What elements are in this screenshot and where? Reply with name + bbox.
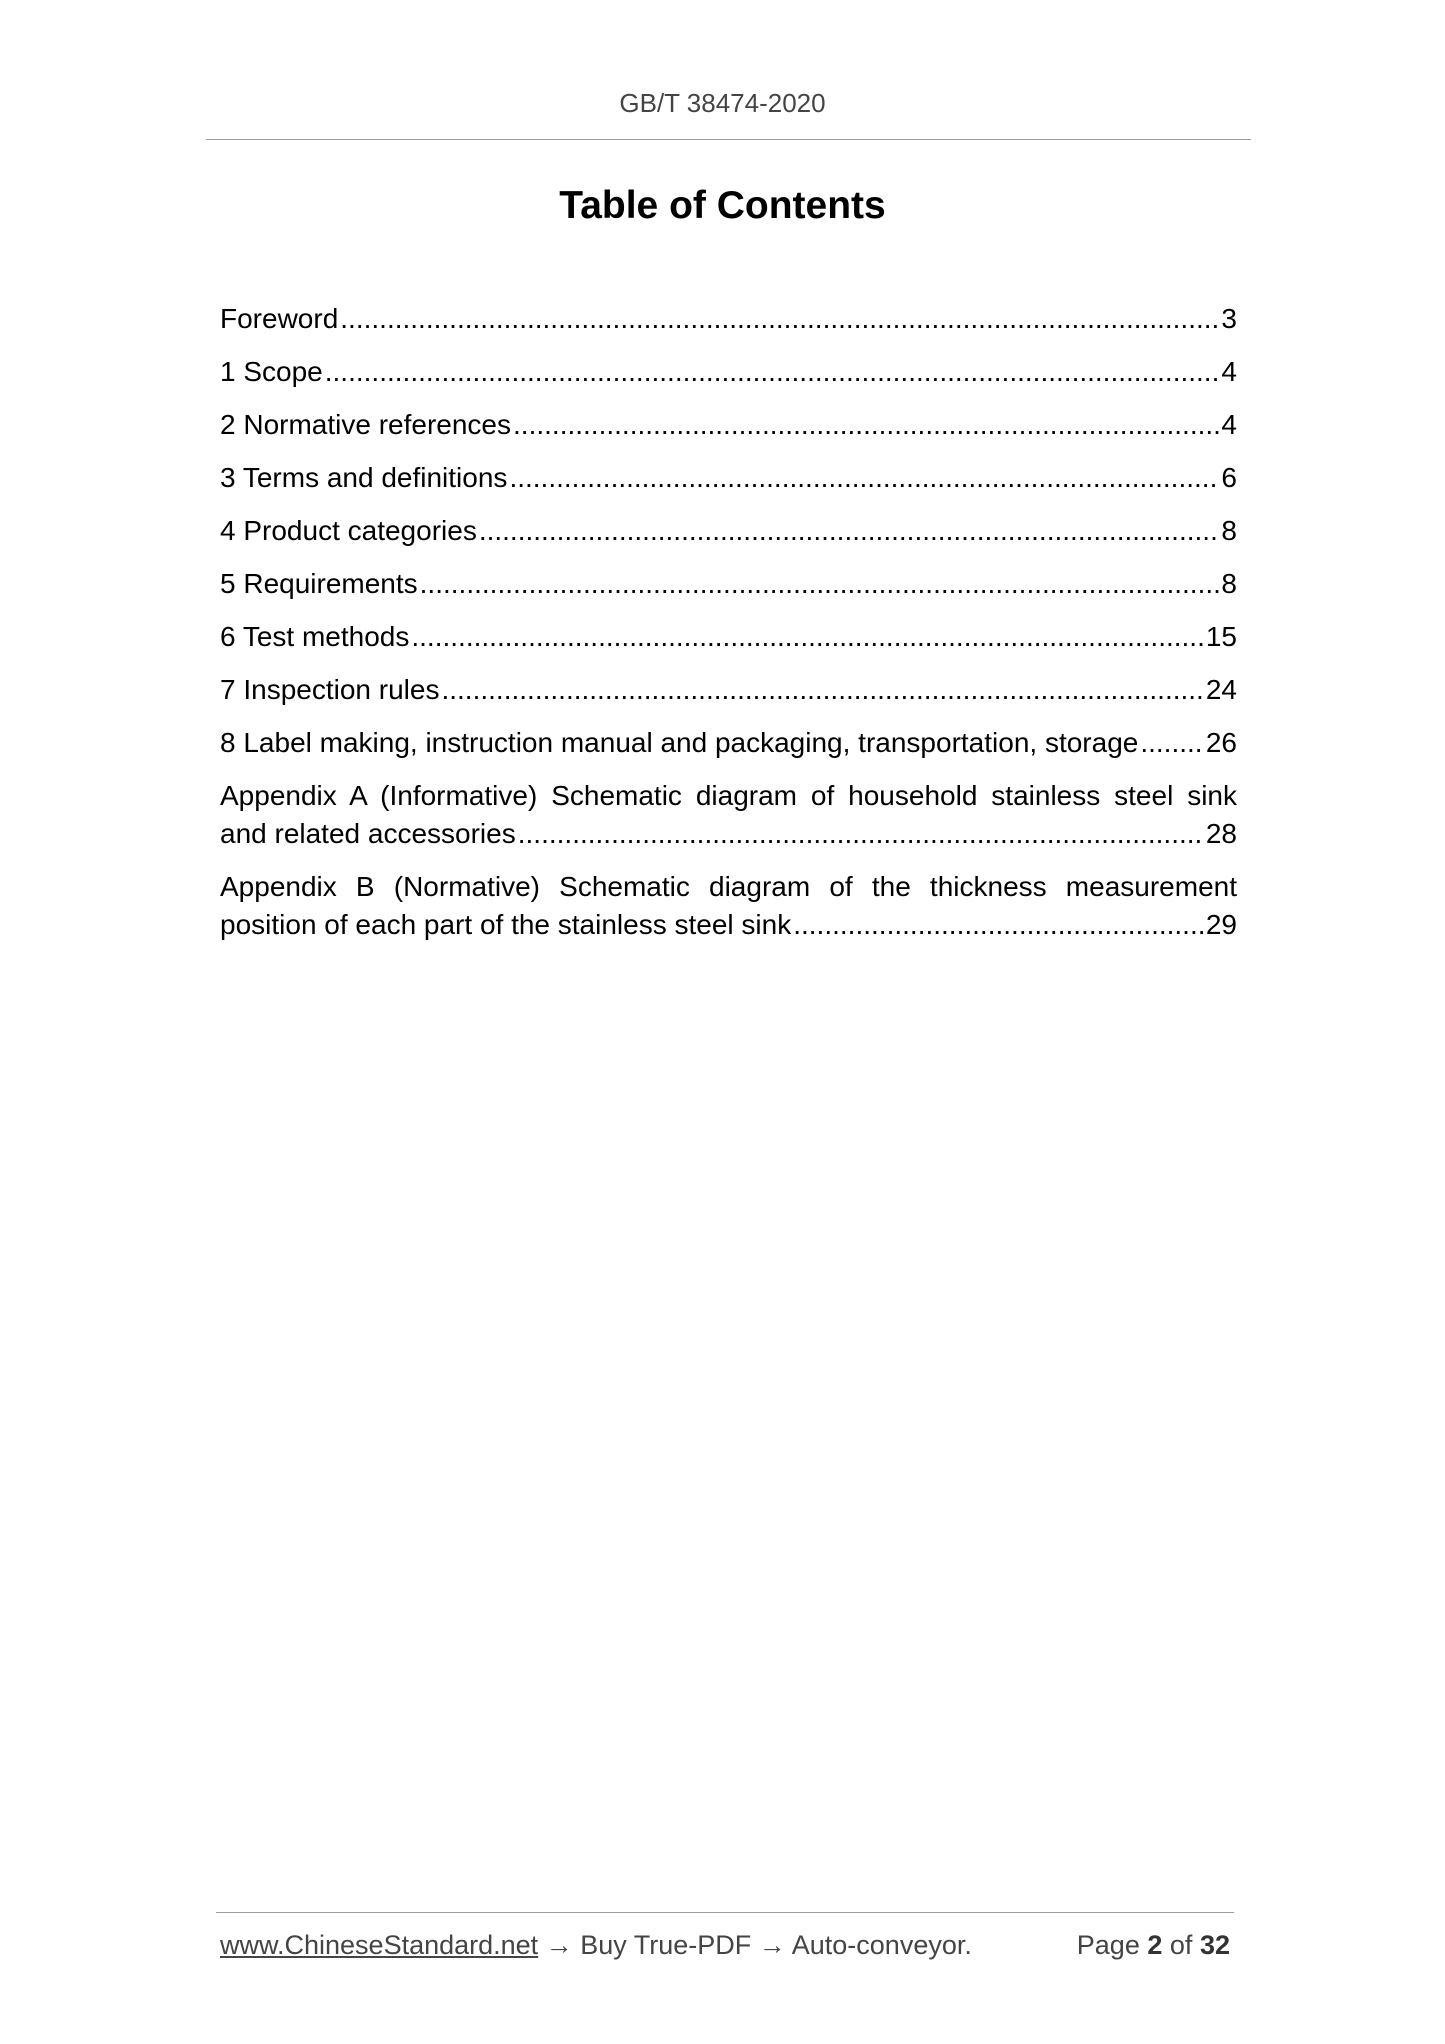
- toc-page-number: 28: [1205, 818, 1237, 849]
- toc-entry-text: 3 Terms and definitions: [220, 462, 508, 493]
- toc-entry-label-making[interactable]: [220, 724, 1237, 762]
- page-indicator: [1077, 1930, 1230, 1961]
- toc-dot-leader: [513, 406, 1219, 444]
- header-divider: [206, 139, 1251, 140]
- toc-dot-leader: [441, 671, 1203, 709]
- page-of-label: of: [1169, 1930, 1193, 1960]
- toc-entry-appendix-b[interactable]: [220, 868, 1237, 944]
- toc-page-number: 4: [1221, 409, 1237, 440]
- toc-entry-terms-and-definitions[interactable]: [220, 459, 1237, 497]
- toc-entry-text: 6 Test methods: [220, 621, 410, 652]
- toc-entry-text: 4 Product categories: [220, 515, 477, 546]
- toc-entry-text: 2 Normative references: [220, 409, 512, 440]
- toc-dot-leader: [420, 565, 1220, 603]
- toc-page-number: 3: [1221, 303, 1237, 334]
- toc-entry-text: 8 Label making, instruction manual and packaging, transportation, storage: [220, 727, 1139, 758]
- toc-entry-scope[interactable]: [220, 353, 1237, 391]
- footer-divider: [216, 1912, 1234, 1913]
- toc-entry-last-line: [220, 906, 1237, 944]
- toc-page-number: 6: [1221, 462, 1237, 493]
- current-page-number: 2: [1147, 1930, 1163, 1960]
- toc-entry-text: 1 Scope: [220, 356, 323, 387]
- toc-list: [220, 300, 1237, 959]
- toc-entry-text: Appendix A (Informative) Schematic diagram of household stainless steel sink: [220, 780, 1237, 811]
- toc-page-number: 24: [1205, 674, 1237, 705]
- toc-dot-leader: [793, 906, 1204, 944]
- page-title: Table of Contents: [559, 184, 886, 227]
- toc-entry-foreword[interactable]: [220, 300, 1237, 338]
- toc-dot-leader: [325, 353, 1220, 391]
- website-link[interactable]: www.ChineseStandard.net: [220, 1930, 539, 1960]
- total-pages-number: 32: [1199, 1930, 1230, 1960]
- toc-entry-text: 5 Requirements: [220, 568, 418, 599]
- toc-page-number: 26: [1205, 727, 1237, 758]
- toc-entry-text: and related accessories: [220, 818, 516, 849]
- toc-entry-text: Foreword: [220, 303, 339, 334]
- toc-dot-leader: [1140, 724, 1204, 762]
- toc-entry-requirements[interactable]: [220, 565, 1237, 603]
- page-header: GB/T 38474-2020: [619, 88, 826, 118]
- toc-page-number: 15: [1205, 621, 1237, 652]
- footer-left: [220, 1930, 972, 1961]
- toc-entry-text: position of each part of the stainless steel sink: [220, 909, 792, 940]
- page-footer: [220, 1930, 1230, 1961]
- toc-dot-leader: [340, 300, 1219, 338]
- toc-entry-test-methods[interactable]: [220, 618, 1237, 656]
- page-label: Page: [1076, 1930, 1140, 1960]
- toc-entry-inspection-rules[interactable]: [220, 671, 1237, 709]
- toc-entry-text: 7 Inspection rules: [220, 674, 440, 705]
- toc-page-number: 4: [1221, 356, 1237, 387]
- toc-page-number: 8: [1221, 568, 1237, 599]
- toc-dot-leader: [518, 815, 1204, 853]
- toc-entry-product-categories[interactable]: [220, 512, 1237, 550]
- toc-dot-leader: [479, 512, 1220, 550]
- toc-dot-leader: [411, 618, 1203, 656]
- footer-tagline: → Buy True-PDF → Auto-conveyor.: [538, 1930, 972, 1960]
- toc-page-number: 8: [1221, 515, 1237, 546]
- toc-entry-normative-references[interactable]: [220, 406, 1237, 444]
- toc-entry-last-line: [220, 815, 1237, 853]
- toc-page-number: 29: [1205, 909, 1237, 940]
- toc-entry-appendix-a[interactable]: [220, 777, 1237, 853]
- toc-dot-leader: [509, 459, 1219, 497]
- toc-entry-text: Appendix B (Normative) Schematic diagram of the thickness measurement: [220, 871, 1237, 902]
